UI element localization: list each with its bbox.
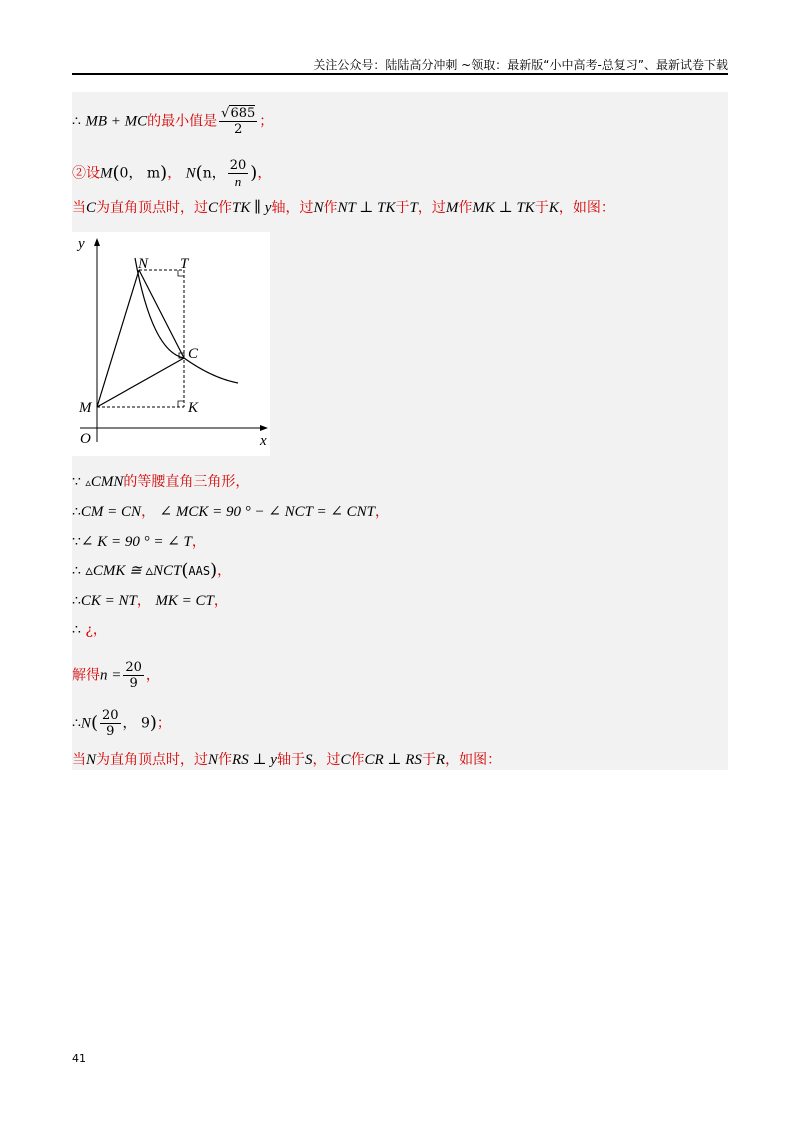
line-min-value: ∴ MB + MC的最小值是 $\frac{√685}{2}$ ；	[72, 106, 274, 137]
line-glyph: ∴ ¿，	[72, 622, 107, 638]
geometry-figure	[72, 232, 270, 456]
label-n: N	[138, 256, 149, 272]
header-rule	[72, 73, 728, 75]
page-number: 41	[72, 1052, 86, 1065]
right-angle-k	[178, 401, 184, 407]
label-t: T	[180, 256, 189, 272]
line-set-points: ②设M(0， m)， N(n， $\frac{20}{n}$ )，	[72, 158, 272, 189]
expression: MB + MC	[85, 113, 148, 130]
y-axis-arrow	[94, 238, 100, 246]
label-c: C	[188, 346, 199, 362]
fraction: $\frac{20}{9}$	[101, 708, 119, 739]
x-axis-arrow	[260, 425, 268, 431]
line-angle-k: ∵∠ K = 90 ° = ∠ T，	[72, 534, 206, 550]
line-congruent: ∴ ▵CMK ≅ ▵NCT(AAS)，	[72, 560, 232, 581]
fraction: $\frac{20}{n}$	[229, 158, 247, 189]
line-solve-n: 解得n = $\frac{20}{9}$ ，	[72, 660, 160, 691]
curve	[135, 258, 238, 383]
figure-svg	[72, 232, 270, 456]
line-cm-cn: ∴CM = CN， ∠ MCK = 90 ° − ∠ NCT = ∠ CNT，	[72, 504, 390, 520]
label-m: M	[79, 400, 92, 416]
label-y: y	[78, 236, 85, 252]
label-o: O	[80, 431, 91, 447]
line-ck-nt: ∴CK = NT， MK = CT，	[72, 593, 228, 609]
text: 的最小值是	[147, 113, 218, 130]
page-header: 关注公众号：陆陆高分冲刺 ~领取：最新版“小中高考-总复习”、最新试卷下载	[313, 58, 728, 72]
line-case-n-right-angle: 当N为直角顶点时，过N作RS ⊥ y轴于S，过C作CR ⊥ RS于R，如图：	[72, 752, 502, 768]
fraction: $\frac{√685}{2}$	[221, 106, 256, 137]
line-n-coord: ∴N( $\frac{20}{9}$ ， 9)；	[72, 708, 171, 739]
label-k: K	[188, 400, 199, 416]
line-isosceles: ∵ ▵CMN的等腰直角三角形，	[72, 474, 250, 490]
fraction: $\frac{20}{9}$	[125, 660, 142, 691]
label-x: x	[260, 433, 267, 449]
line-case-c-right-angle: 当C为直角顶点时，过C作TK ∥ y轴，过N作NT ⊥ TK于T，过M作MK ⊥ TK于K，如图：	[72, 200, 615, 216]
segment-nc	[139, 270, 184, 358]
therefore-symbol: ∴	[72, 113, 81, 130]
